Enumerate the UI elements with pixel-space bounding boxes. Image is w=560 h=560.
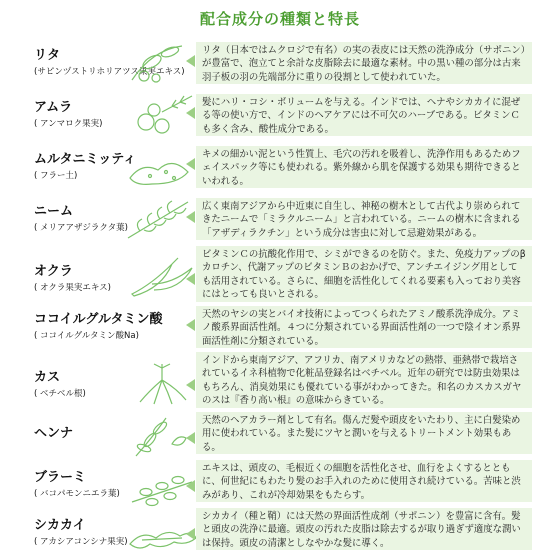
ingredient-subname: ( オクラ果実エキス)	[34, 283, 111, 293]
ingredient-description: リタ（日本ではムクロジで有名）の実の表皮には天然の洗浄成分（サポニン）が豊富で、泡立てと余計な皮脂除去に最適な素材。中の黒い種の部分は古来羽子板の羽の先端部分に重りの役割として使われていた。	[196, 42, 532, 84]
ingredient-name: カス	[34, 370, 61, 385]
ingredient-description: 天然のヤシの実とバイオ技術によってつくられたアミノ酸系洗浄成分。アミノ酸系界面活性剤。４つに分類されている界面活性剤の一つで陰イオン系界面活性剤に分類されている。	[196, 306, 532, 348]
arrow-icon	[186, 55, 195, 67]
arrow-icon	[186, 379, 195, 391]
ingredient-name: ヘンナ	[34, 426, 74, 441]
ingredient-name: リタ	[34, 48, 61, 63]
ingredient-subname: ( ベチベル根)	[34, 389, 86, 399]
ingredient-description: シカカイ（種と鞘）には天然の界面活性成剤（サポニン）を豊富に含有。髪と頭皮の洗浄に最適。頭皮の汚れた皮脂は除去するが取り過ぎず適度な潤いは保持。頭皮の清潔としなやかな髪に導く。	[196, 508, 532, 550]
ingredient-name: アムラ	[34, 100, 73, 115]
ingredient-subname: ( アカシアコンシナ果実)	[34, 537, 128, 547]
ingredient-description: 天然のヘアカラー剤として有名。傷んだ髪や頭皮をいたわり、主に白髪染め用に使われている。また髪にツヤと潤いを与えるトリートメント効果もある。	[196, 412, 532, 454]
arrow-icon	[186, 107, 195, 119]
ingredient-subname: ( アンマロク果実)	[34, 119, 103, 129]
arrow-icon	[186, 319, 195, 331]
arrow-icon	[186, 480, 195, 492]
arrow-icon	[186, 528, 195, 540]
ingredient-description: キメの細かい泥という性質上、毛穴の汚れを吸着し、洗浄作用もあるためフェイスパック等にも使われる。紫外線から肌を保護する効果も期待できるといわれる。	[196, 146, 532, 188]
arrow-icon	[186, 432, 195, 444]
ingredient-subname: ( メリアアザジラクタ葉)	[34, 223, 128, 233]
ingredient-name: オクラ	[34, 264, 73, 279]
ingredient-description: ビタミンＣの抗酸化作用で、シミができるのを防ぐ。また、免疫力アップのβカロチン、代謝アップのビタミンＢのおかげで、アンチエイジング用としても活用されている。さらに、細胞を活性化してくれる要素も入っており美容にはとっても良いとされる。	[196, 246, 532, 302]
ingredient-name: ブラーミ	[34, 470, 87, 485]
page-title: 配合成分の種類と特長	[199, 10, 360, 28]
ingredient-name: ココイルグルタミン酸	[34, 312, 163, 327]
ingredient-name: ムルタニミッティ	[34, 152, 137, 167]
arrow-icon	[186, 273, 195, 285]
ingredient-description: インドから東南アジア、アフリカ、南アメリカなどの熱帯、亜熱帯で栽培されているイネ科植物で化粧品登録名はベチベル。近年の研究では防虫効果はもちろん、消臭効果にも優れている事がわかってきた。和名のカスカスガヤのスは『香り高い根』の意味からきている。	[196, 352, 532, 408]
ingredient-subname: ( フラー土)	[34, 171, 78, 181]
ingredient-name: ニーム	[34, 204, 74, 219]
arrow-icon	[186, 211, 195, 223]
arrow-icon	[186, 158, 195, 170]
ingredient-subname: ( ココイルグルタミン酸Na)	[34, 331, 139, 341]
ingredient-subname: (サピンヅストリホリアツス果実エキス)	[34, 67, 185, 77]
ingredient-name: シカカイ	[34, 518, 86, 533]
ingredient-description: 広く東南アジアから中近東に自生し、神秘の樹木として古代より崇められてきたニームで「ミラクルニーム」と言われている。ニームの樹木に含まれる「アザディラクチン」という成分は害虫に対して忌避効果がある。	[196, 198, 532, 240]
ingredient-subname: ( バコパモンニエラ葉)	[34, 489, 120, 499]
ingredient-description: 髪にハリ・コシ・ボリュームを与える。インドでは、ヘナやシカカイに混ぜる等の使い方で、インドのヘアケアには不可欠のハーブである。ビタミンＣも多く含み、酸性成分である。	[196, 94, 532, 136]
ingredient-description: エキスは、頭皮の、毛根近くの細胞を活性化させ、血行をよくするとともに、何世紀にもわたり髪のお手入れのために使用され続けている。苦味と渋みがあり、これが冷却効果をもたらす。	[196, 460, 532, 502]
